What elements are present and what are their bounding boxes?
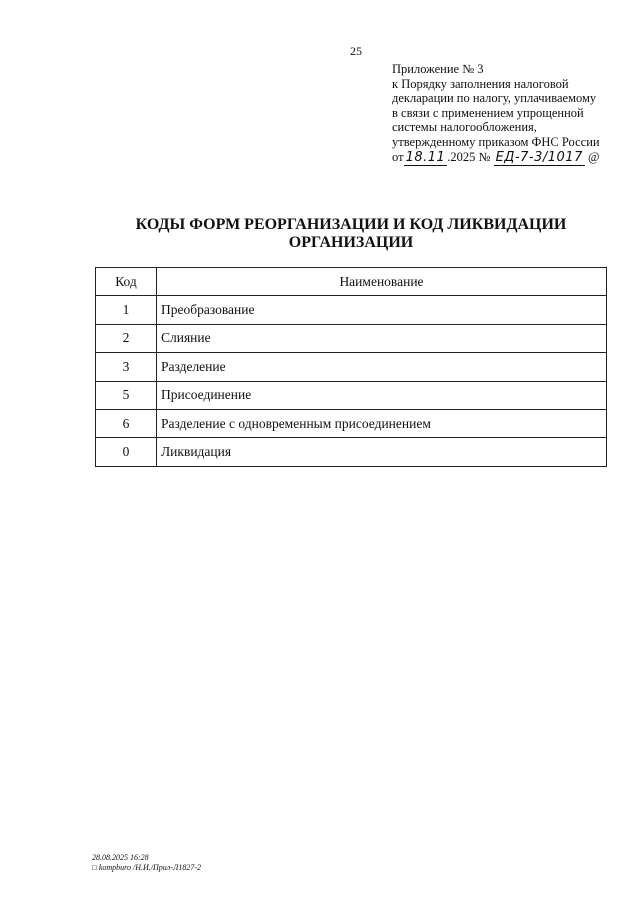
title-line-2: ОРГАНИЗАЦИИ [288,234,414,251]
table-row [96,296,607,324]
appendix-block [392,62,632,165]
row-name: Разделение [157,353,607,381]
document-title [96,216,606,252]
appendix-line: в связи с применением упрощенной [392,105,584,120]
header-code: Код [96,268,157,296]
footer-meta [92,853,201,873]
appendix-line: декларации по налогу, уплачиваемому [392,91,597,106]
table-row [96,438,607,466]
appendix-line: к Порядку заполнения налоговой [392,76,569,91]
header-name: Наименование [157,268,607,296]
row-code: 5 [96,381,157,409]
row-code: 2 [96,324,157,352]
appendix-line: утвержденному приказом ФНС России [392,134,600,149]
codes-table [95,267,607,467]
title-line-1: КОДЫ ФОРМ РЕОРГАНИЗАЦИИ И КОД ЛИКВИДАЦИИ [135,216,567,233]
row-name: Разделение с одновременным присоединением [157,409,607,437]
order-prefix: от [392,149,404,164]
table-row [96,409,607,437]
table-row [96,324,607,352]
row-name: Присоединение [157,381,607,409]
table-row [96,381,607,409]
table-row [96,353,607,381]
row-code: 0 [96,438,157,466]
order-line [392,150,632,166]
table-header-row [96,268,607,296]
page-number: 25 [350,44,362,58]
order-year: .2025 № [447,149,491,164]
row-name: Ликвидация [157,438,607,466]
row-code: 3 [96,353,157,381]
footer-timestamp: 28.08.2025 16:28 [92,853,149,862]
row-name: Преобразование [157,296,607,324]
footer-path: □ kompburo /Н.И./Прил-Л1827-2 [92,863,201,872]
order-number-handwritten: ЕД-7-3/1017 [495,149,583,165]
order-date-handwritten: 18.11 [405,149,446,165]
appendix-line: Приложение № 3 [392,62,484,76]
row-code: 1 [96,296,157,324]
row-code: 6 [96,409,157,437]
order-suffix: @ [587,149,600,164]
row-name: Слияние [157,324,607,352]
appendix-line: системы налогообложения, [392,120,537,135]
